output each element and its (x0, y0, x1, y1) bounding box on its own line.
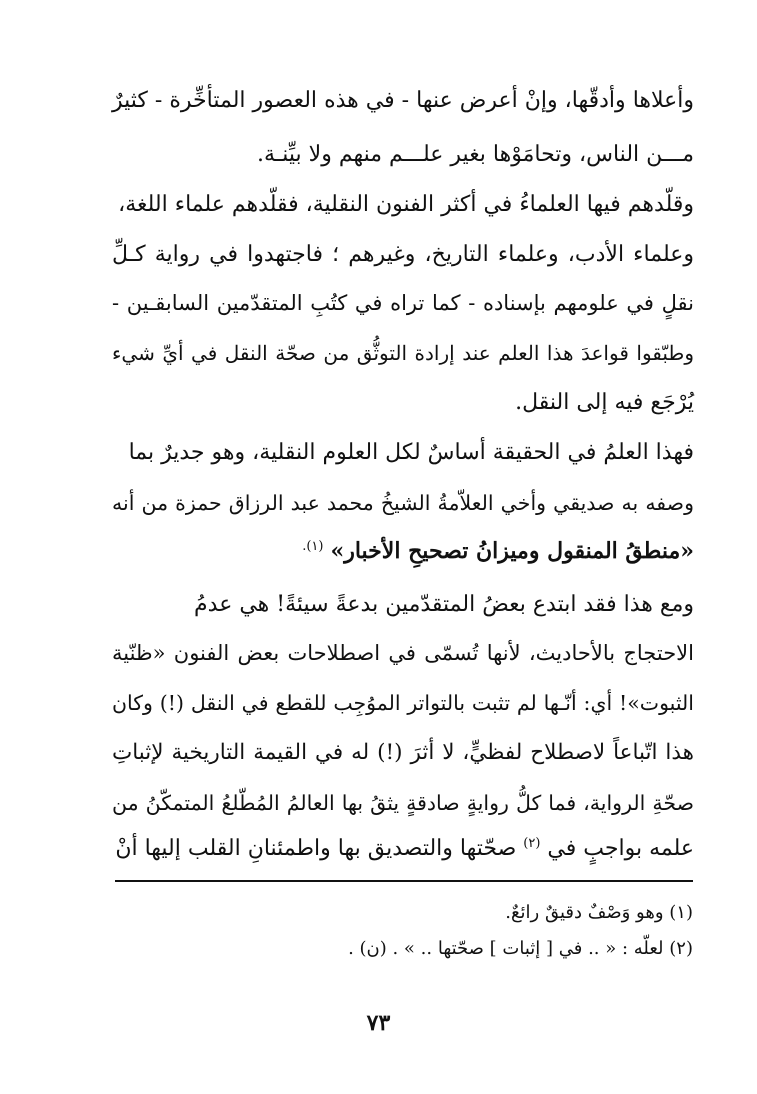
footnote-1: (١) وهو وَصْفٌ دقيقٌ رائعٌ. (505, 902, 693, 923)
text-line: وأعلاها وأدقّها، وإنْ أعرض عنها - في هذه العصور المتأخِّرة - كثيرٌ (112, 88, 694, 113)
text-line: وطبّقوا قواعدَ هذا العلم عند إرادة التوثُّق من صحّة النقل في أيِّ شيء (112, 341, 694, 365)
text-line: نقلٍ في علومهم بإسناده - كما تراه في كتُبِ المتقدّمين السابقـين - (112, 291, 694, 315)
text-line: فهذا العلمُ في الحقيقة أساسٌ لكل العلوم النقلية، وهو جديرٌ بما (128, 440, 694, 465)
book-title-quote: «منطقُ المنقول وميزانُ تصحيحِ الأخبار» (330, 538, 694, 564)
text-line: ومع هذا فقد ابتدع بعضُ المتقدّمين بدعةً سيئةً! هي عدمُ (194, 592, 694, 617)
text-line: صحّةِ الرواية، فما كلُّ روايةٍ صادقةٍ يثقُ بها العالمُ المُطّلعُ المتمكّنُ من (112, 791, 694, 815)
text-line: يُرْجَع فيه إلى النقل. (515, 390, 694, 415)
text-line: الثبوت»! أي: أنّـها لم تثبت بالتواتر الموُجِب للقطع في النقل (!) وكان (112, 691, 694, 715)
text-line: الاحتجاج بالأحاديث، لأنها تُسمّى في اصطلاحات بعض الفنون «ظنّية (112, 641, 694, 665)
text-line: وعلماء الأدب، وعلماء التاريخ، وغيرهم ؛ فاجتهدوا في رواية كـلِّ (112, 242, 694, 267)
text-line: مـــن الناس، وتحامَوْها بغير علـــم منهم ولا بيِّنـة. (257, 142, 694, 167)
footnote-ref: (١). (302, 539, 324, 554)
text-segment: صحّتها والتصديق بها واطمئنانِ القلب إليها أنْ (115, 836, 517, 861)
text-line-with-ref (112, 836, 694, 865)
text-line: وصفه به صديقي وأخي العلاّمةُ الشيخُ محمد عبد الرزاق حمزة من أنه (112, 491, 694, 515)
text-line-quote (112, 538, 694, 568)
text-segment: علمه بواجبٍ في (547, 836, 694, 861)
page-number: ٧٣ (366, 1010, 391, 1036)
text-line: هذا اتّباعاً لاصطلاح لفظيٍّ، لا أثرَ (!) له في القيمة التاريخية لإثباتِ (112, 740, 694, 765)
text-line: وقلّدهم فيها العلماءُ في أكثر الفنون النقلية، فقلّدهم علماء اللغة، (118, 192, 694, 217)
footnote-2: (٢) لعلّه : « .. في [ إثبات ] صحّتها .. » . (ن) . (348, 938, 693, 959)
footnote-divider (115, 880, 693, 882)
footnote-ref: (٢) (523, 836, 541, 851)
